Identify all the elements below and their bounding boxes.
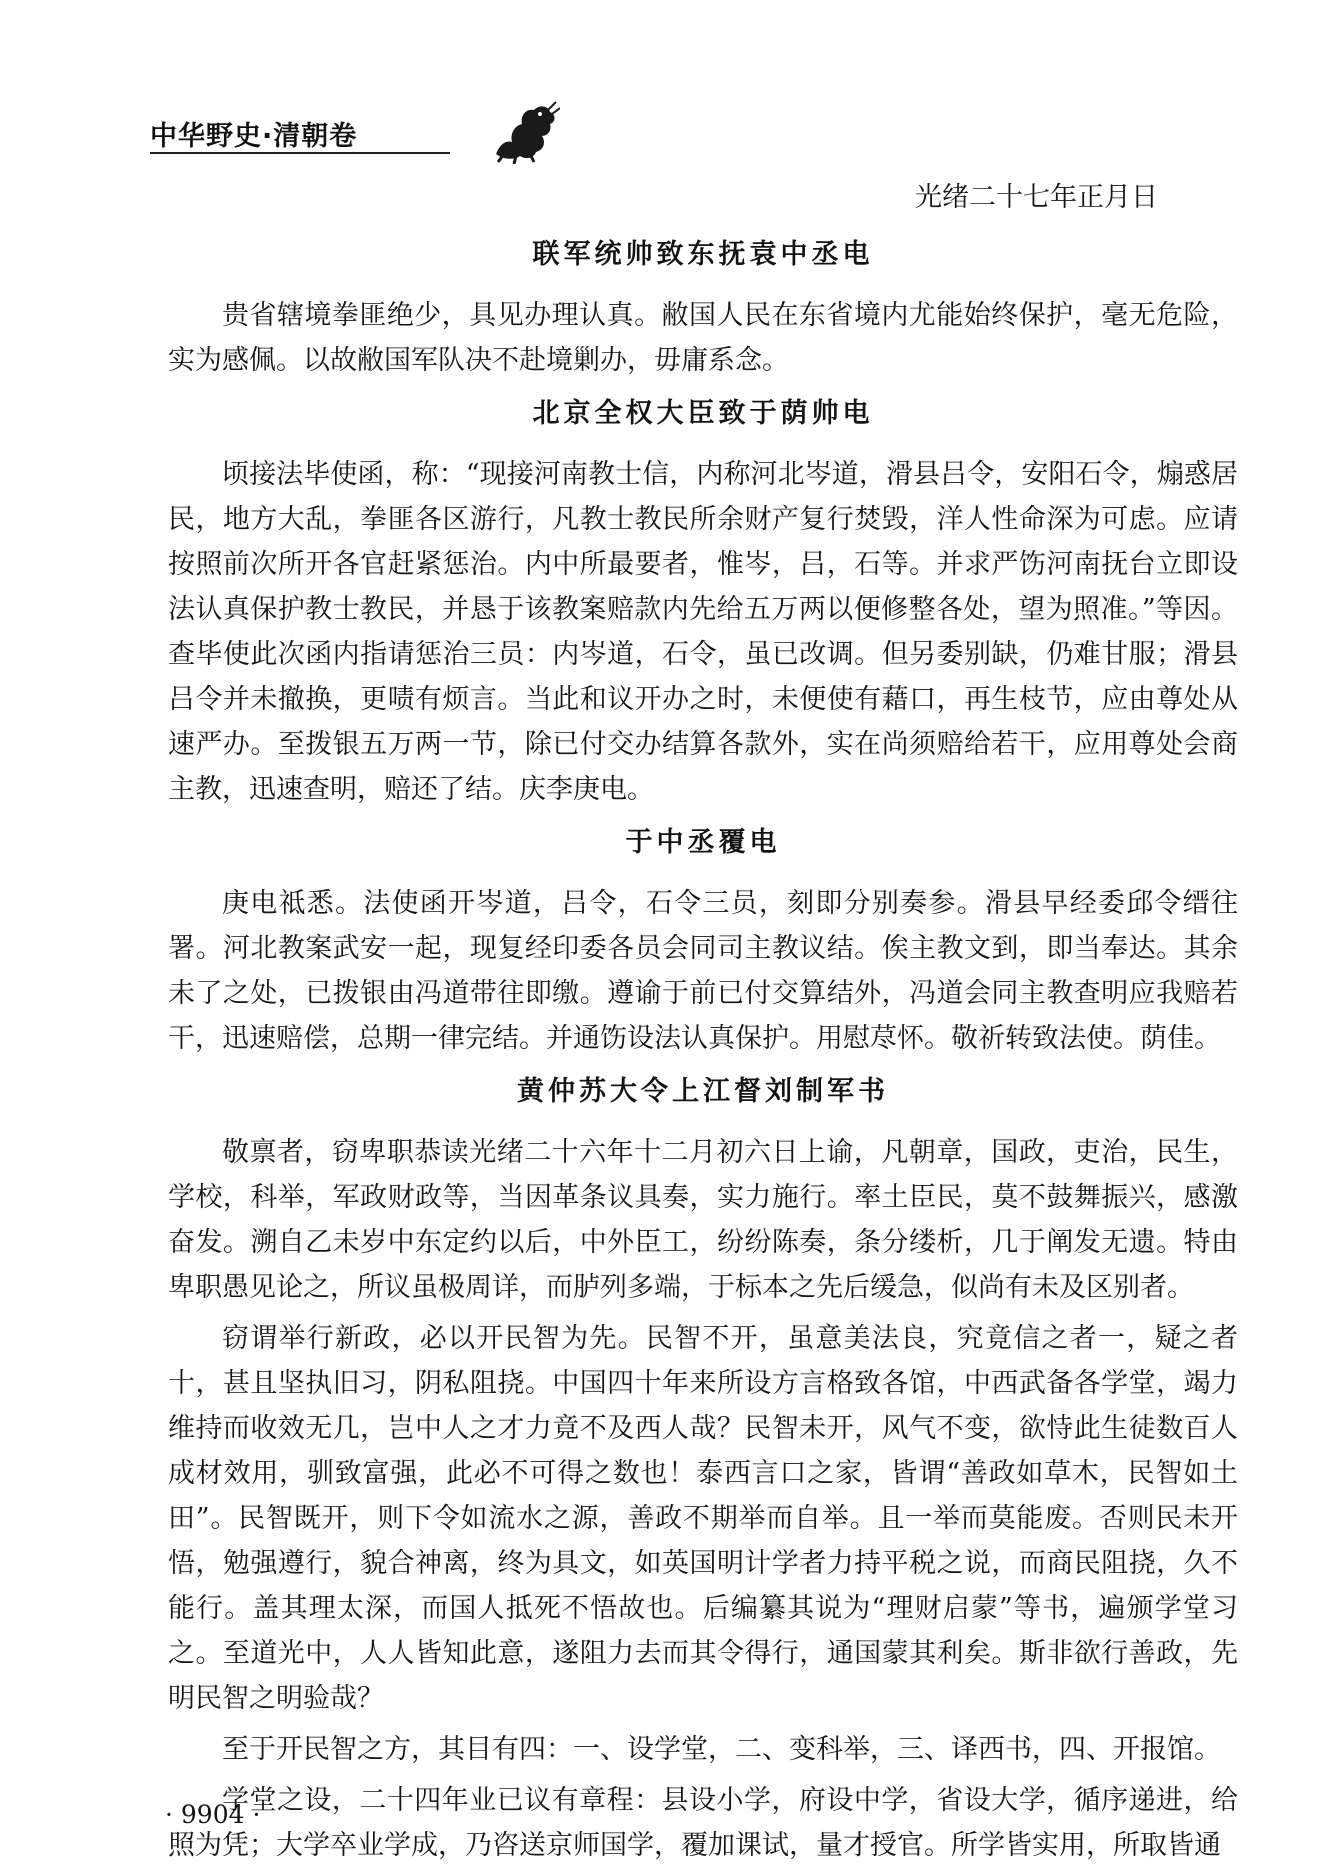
section-2 [168, 391, 1238, 812]
paragraph: 庚电祗悉。法使函开岑道，吕令，石令三员，刻即分别奏参。滑县早经委邱令缙往署。河北教案武安一起，现复经印委各员会同司主教议结。俟主教文到，即当奉达。其余未了之处，已拨银由冯道带往即缴。遵谕于前已付交算结外，冯道会同主教查明应我赔若干，迅速赔偿，总期一律完结。并通饬设法认真保护。用慰荩怀。敬祈转致法使。荫佳。 [168, 888, 1238, 1054]
section-heading: 黄仲苏大令上江督刘制军书 [517, 1076, 889, 1107]
header-divider [150, 152, 450, 154]
page-body [168, 175, 1238, 1874]
paragraph: 学堂之设，二十四年业已议有章程：县设小学，府设中学，省设大学，循序递进，给照为凭；大学卒业学成，乃咨送京师国学，覆加课试，量才授官。所学皆实用，所取皆通 [168, 1785, 1238, 1861]
running-header [150, 108, 630, 158]
section-3 [168, 820, 1238, 1061]
paragraph: 窃谓举行新政，必以开民智为先。民智不开，虽意美法良，究竟信之者一，疑之者十，甚且坚执旧习，阴私阻挠。中国四十年来所设方言格致各馆，中西武备各学堂，竭力维持而收效无几，岂中人之才力竟不及西人哉？民智未开，风气不变，欲恃此生徒数百人成材效用，驯致富强，此必不可得之数也！泰西言口之家，皆谓“善政如草木，民智如土田”。民智既开，则下令如流水之源，善政不期举而自举。且一举而莫能废。否则民未开悟，勉强遵行，貌合神离，终为具文，如英国明计学者力持平税之说，而商民阻挠，久不能行。盖其理太深，而国人抵死不悟故也。后编纂其说为“理财启蒙”等书，遍颁学堂习之。至道光中，人人皆知此意，遂阻力去而其令得行，通国蒙其利矣。斯非欲行善政，先明民智之明验哉？ [168, 1323, 1238, 1714]
section-heading: 北京全权大臣致于荫帅电 [532, 398, 874, 429]
paragraph: 顷接法毕使函，称：“现接河南教士信，内称河北岑道，滑县吕令，安阳石令，煽惑居民，地方大乱，拳匪各区游行，凡教士教民所余财产复行焚毁，洋人性命深为可虑。应请按照前次所开各官赶紧惩治。内中所最要者，惟岑，吕，石等。并求严饬河南抚台立即设法认真保护教士教民，并恳于该教案赔款内先给五万两以便修整各处，望为照准。”等因。查毕使此次函内指请惩治三员：内岑道，石令，虽已改调。但另委别缺，仍难甘服；滑县吕令并未撤换，更啧有烦言。当此和议开办之时，未便使有藉口，再生枝节，应由尊处从速严办。至拨银五万两一节，除已付交办结算各款外，实在尚须赔给若干，应用尊处会商主教，迅速查明，赔还了结。庆李庚电。 [168, 459, 1238, 805]
section-4 [168, 1069, 1238, 1868]
book-title: 中华野史·清朝卷 [150, 121, 358, 152]
section-1 [168, 232, 1238, 383]
paragraph: 至于开民智之方，其目有四：一、设学堂，二、变科举，三、译西书，四、开报馆。 [222, 1734, 1221, 1765]
section-heading: 于中丞覆电 [625, 827, 781, 858]
date-line: 光绪二十七年正月日 [915, 182, 1158, 213]
paragraph: 贵省辖境拳匪绝少，具见办理认真。敝国人民在东省境内尤能始终保护，毫无危险，实为感佩。以故敝国军队决不赴境剿办，毋庸系念。 [168, 300, 1238, 376]
dragon-emblem-icon [490, 100, 560, 164]
section-heading: 联军统帅致东抚袁中丞电 [532, 239, 874, 270]
page-number: · 9904 · [165, 1800, 261, 1829]
paragraph: 敬禀者，窃卑职恭读光绪二十六年十二月初六日上谕，凡朝章，国政，吏治，民生，学校，科举，军政财政等，当因革条议具奏，实力施行。率土臣民，莫不鼓舞振兴，感激奋发。溯自乙未岁中东定约以后，中外臣工，纷纷陈奏，条分缕析，几于阐发无遗。特由卑职愚见论之，所议虽极周详，而胪列多端，于标本之先后缓急，似尚有未及区别者。 [168, 1137, 1238, 1303]
